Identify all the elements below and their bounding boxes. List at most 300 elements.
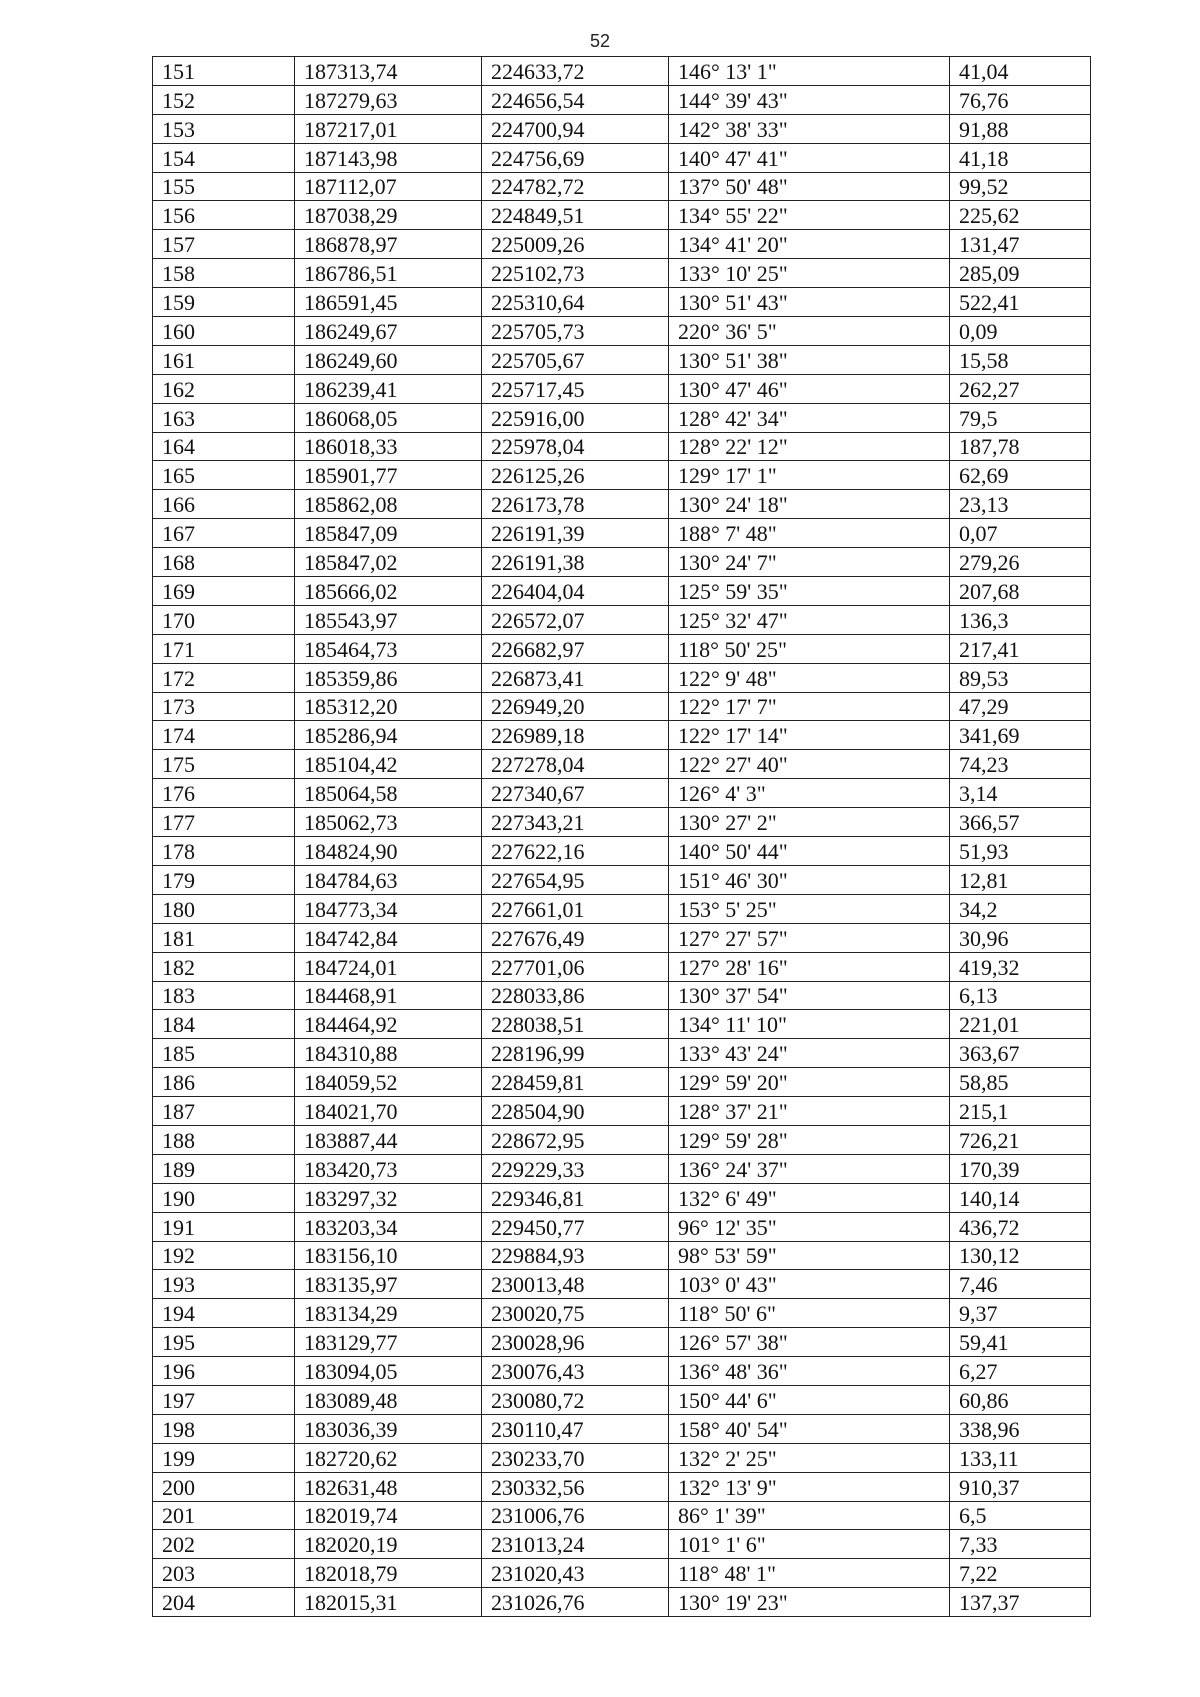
table-row <box>153 894 1091 923</box>
direction-angle-cell: 153° 5' 25" <box>669 894 950 923</box>
y-coordinate-cell: 226404,04 <box>482 577 669 606</box>
direction-angle-cell: 127° 28' 16" <box>669 952 950 981</box>
table-row <box>153 85 1091 114</box>
y-coordinate-cell: 230028,96 <box>482 1328 669 1357</box>
point-number-cell: 154 <box>153 143 295 172</box>
x-coordinate-cell: 183203,34 <box>295 1212 482 1241</box>
x-coordinate-cell: 184021,70 <box>295 1097 482 1126</box>
x-coordinate-cell: 182020,19 <box>295 1530 482 1559</box>
direction-angle-cell: 130° 51' 38" <box>669 345 950 374</box>
length-cell: 99,52 <box>950 172 1091 201</box>
x-coordinate-cell: 185666,02 <box>295 577 482 606</box>
y-coordinate-cell: 226191,39 <box>482 519 669 548</box>
length-cell: 419,32 <box>950 952 1091 981</box>
table-row <box>153 1039 1091 1068</box>
point-number-cell: 175 <box>153 750 295 779</box>
length-cell: 34,2 <box>950 894 1091 923</box>
y-coordinate-cell: 225705,67 <box>482 345 669 374</box>
point-number-cell: 187 <box>153 1097 295 1126</box>
x-coordinate-cell: 184464,92 <box>295 1010 482 1039</box>
y-coordinate-cell: 224756,69 <box>482 143 669 172</box>
x-coordinate-cell: 186068,05 <box>295 403 482 432</box>
point-number-cell: 165 <box>153 461 295 490</box>
direction-angle-cell: 128° 42' 34" <box>669 403 950 432</box>
length-cell: 89,53 <box>950 663 1091 692</box>
x-coordinate-cell: 183089,48 <box>295 1385 482 1414</box>
direction-angle-cell: 151° 46' 30" <box>669 865 950 894</box>
y-coordinate-cell: 228033,86 <box>482 981 669 1010</box>
length-cell: 3,14 <box>950 779 1091 808</box>
point-number-cell: 181 <box>153 923 295 952</box>
y-coordinate-cell: 226873,41 <box>482 663 669 692</box>
direction-angle-cell: 130° 47' 46" <box>669 374 950 403</box>
length-cell: 207,68 <box>950 577 1091 606</box>
x-coordinate-cell: 182631,48 <box>295 1472 482 1501</box>
table-row <box>153 143 1091 172</box>
y-coordinate-cell: 230332,56 <box>482 1472 669 1501</box>
x-coordinate-cell: 184824,90 <box>295 837 482 866</box>
point-number-cell: 177 <box>153 808 295 837</box>
point-number-cell: 204 <box>153 1588 295 1617</box>
length-cell: 341,69 <box>950 721 1091 750</box>
point-number-cell: 159 <box>153 288 295 317</box>
x-coordinate-cell: 183420,73 <box>295 1154 482 1183</box>
length-cell: 76,76 <box>950 85 1091 114</box>
y-coordinate-cell: 229884,93 <box>482 1241 669 1270</box>
direction-angle-cell: 125° 59' 35" <box>669 577 950 606</box>
point-number-cell: 156 <box>153 201 295 230</box>
y-coordinate-cell: 227654,95 <box>482 865 669 894</box>
y-coordinate-cell: 227701,06 <box>482 952 669 981</box>
y-coordinate-cell: 230076,43 <box>482 1357 669 1386</box>
y-coordinate-cell: 230233,70 <box>482 1443 669 1472</box>
y-coordinate-cell: 227278,04 <box>482 750 669 779</box>
table-row <box>153 1010 1091 1039</box>
length-cell: 41,04 <box>950 57 1091 86</box>
y-coordinate-cell: 226572,07 <box>482 605 669 634</box>
x-coordinate-cell: 186786,51 <box>295 259 482 288</box>
point-number-cell: 185 <box>153 1039 295 1068</box>
point-number-cell: 198 <box>153 1414 295 1443</box>
y-coordinate-cell: 231026,76 <box>482 1588 669 1617</box>
table-row <box>153 577 1091 606</box>
y-coordinate-cell: 227676,49 <box>482 923 669 952</box>
point-number-cell: 168 <box>153 548 295 577</box>
direction-angle-cell: 133° 10' 25" <box>669 259 950 288</box>
point-number-cell: 160 <box>153 317 295 346</box>
direction-angle-cell: 136° 24' 37" <box>669 1154 950 1183</box>
length-cell: 0,09 <box>950 317 1091 346</box>
point-number-cell: 202 <box>153 1530 295 1559</box>
direction-angle-cell: 101° 1' 6" <box>669 1530 950 1559</box>
length-cell: 262,27 <box>950 374 1091 403</box>
y-coordinate-cell: 227343,21 <box>482 808 669 837</box>
table-row <box>153 1125 1091 1154</box>
length-cell: 221,01 <box>950 1010 1091 1039</box>
table-row <box>153 663 1091 692</box>
length-cell: 363,67 <box>950 1039 1091 1068</box>
direction-angle-cell: 122° 9' 48" <box>669 663 950 692</box>
length-cell: 136,3 <box>950 605 1091 634</box>
table-row <box>153 1443 1091 1472</box>
length-cell: 62,69 <box>950 461 1091 490</box>
length-cell: 279,26 <box>950 548 1091 577</box>
x-coordinate-cell: 185901,77 <box>295 461 482 490</box>
point-number-cell: 161 <box>153 345 295 374</box>
x-coordinate-cell: 183129,77 <box>295 1328 482 1357</box>
y-coordinate-cell: 226682,97 <box>482 634 669 663</box>
point-number-cell: 189 <box>153 1154 295 1183</box>
direction-angle-cell: 129° 59' 28" <box>669 1125 950 1154</box>
table-row <box>153 201 1091 230</box>
x-coordinate-cell: 186018,33 <box>295 432 482 461</box>
length-cell: 6,5 <box>950 1501 1091 1530</box>
x-coordinate-cell: 184468,91 <box>295 981 482 1010</box>
length-cell: 79,5 <box>950 403 1091 432</box>
length-cell: 217,41 <box>950 634 1091 663</box>
table-row <box>153 403 1091 432</box>
length-cell: 170,39 <box>950 1154 1091 1183</box>
y-coordinate-cell: 226989,18 <box>482 721 669 750</box>
x-coordinate-cell: 182015,31 <box>295 1588 482 1617</box>
length-cell: 47,29 <box>950 692 1091 721</box>
direction-angle-cell: 118° 50' 25" <box>669 634 950 663</box>
y-coordinate-cell: 230080,72 <box>482 1385 669 1414</box>
y-coordinate-cell: 227661,01 <box>482 894 669 923</box>
length-cell: 338,96 <box>950 1414 1091 1443</box>
direction-angle-cell: 132° 13' 9" <box>669 1472 950 1501</box>
point-number-cell: 182 <box>153 952 295 981</box>
y-coordinate-cell: 225978,04 <box>482 432 669 461</box>
direction-angle-cell: 122° 17' 7" <box>669 692 950 721</box>
y-coordinate-cell: 229450,77 <box>482 1212 669 1241</box>
x-coordinate-cell: 182018,79 <box>295 1559 482 1588</box>
point-number-cell: 201 <box>153 1501 295 1530</box>
table-row <box>153 461 1091 490</box>
y-coordinate-cell: 228196,99 <box>482 1039 669 1068</box>
y-coordinate-cell: 230110,47 <box>482 1414 669 1443</box>
direction-angle-cell: 144° 39' 43" <box>669 85 950 114</box>
length-cell: 436,72 <box>950 1212 1091 1241</box>
table-row <box>153 1588 1091 1617</box>
table-row <box>153 345 1091 374</box>
table-row <box>153 634 1091 663</box>
direction-angle-cell: 130° 51' 43" <box>669 288 950 317</box>
direction-angle-cell: 118° 50' 6" <box>669 1299 950 1328</box>
length-cell: 187,78 <box>950 432 1091 461</box>
table-row <box>153 837 1091 866</box>
coordinates-table <box>152 56 1091 1617</box>
x-coordinate-cell: 184784,63 <box>295 865 482 894</box>
length-cell: 6,13 <box>950 981 1091 1010</box>
x-coordinate-cell: 185847,02 <box>295 548 482 577</box>
y-coordinate-cell: 229229,33 <box>482 1154 669 1183</box>
direction-angle-cell: 127° 27' 57" <box>669 923 950 952</box>
direction-angle-cell: 126° 4' 3" <box>669 779 950 808</box>
y-coordinate-cell: 231013,24 <box>482 1530 669 1559</box>
point-number-cell: 162 <box>153 374 295 403</box>
length-cell: 130,12 <box>950 1241 1091 1270</box>
direction-angle-cell: 122° 17' 14" <box>669 721 950 750</box>
length-cell: 60,86 <box>950 1385 1091 1414</box>
length-cell: 12,81 <box>950 865 1091 894</box>
direction-angle-cell: 130° 37' 54" <box>669 981 950 1010</box>
direction-angle-cell: 129° 17' 1" <box>669 461 950 490</box>
direction-angle-cell: 158° 40' 54" <box>669 1414 950 1443</box>
y-coordinate-cell: 227622,16 <box>482 837 669 866</box>
x-coordinate-cell: 185847,09 <box>295 519 482 548</box>
x-coordinate-cell: 185286,94 <box>295 721 482 750</box>
x-coordinate-cell: 184742,84 <box>295 923 482 952</box>
point-number-cell: 184 <box>153 1010 295 1039</box>
direction-angle-cell: 140° 47' 41" <box>669 143 950 172</box>
length-cell: 74,23 <box>950 750 1091 779</box>
table-row <box>153 952 1091 981</box>
x-coordinate-cell: 183297,32 <box>295 1183 482 1212</box>
x-coordinate-cell: 187112,07 <box>295 172 482 201</box>
length-cell: 6,27 <box>950 1357 1091 1386</box>
table-row <box>153 1241 1091 1270</box>
table-row <box>153 1559 1091 1588</box>
point-number-cell: 194 <box>153 1299 295 1328</box>
y-coordinate-cell: 226949,20 <box>482 692 669 721</box>
point-number-cell: 200 <box>153 1472 295 1501</box>
y-coordinate-cell: 228672,95 <box>482 1125 669 1154</box>
length-cell: 7,46 <box>950 1270 1091 1299</box>
point-number-cell: 192 <box>153 1241 295 1270</box>
table-row <box>153 317 1091 346</box>
x-coordinate-cell: 183094,05 <box>295 1357 482 1386</box>
point-number-cell: 186 <box>153 1068 295 1097</box>
direction-angle-cell: 128° 22' 12" <box>669 432 950 461</box>
table-row <box>153 432 1091 461</box>
table-row <box>153 1270 1091 1299</box>
x-coordinate-cell: 185359,86 <box>295 663 482 692</box>
length-cell: 41,18 <box>950 143 1091 172</box>
table-row <box>153 779 1091 808</box>
y-coordinate-cell: 226125,26 <box>482 461 669 490</box>
point-number-cell: 199 <box>153 1443 295 1472</box>
x-coordinate-cell: 183036,39 <box>295 1414 482 1443</box>
direction-angle-cell: 150° 44' 6" <box>669 1385 950 1414</box>
y-coordinate-cell: 228038,51 <box>482 1010 669 1039</box>
length-cell: 59,41 <box>950 1328 1091 1357</box>
point-number-cell: 179 <box>153 865 295 894</box>
direction-angle-cell: 220° 36' 5" <box>669 317 950 346</box>
y-coordinate-cell: 224782,72 <box>482 172 669 201</box>
point-number-cell: 152 <box>153 85 295 114</box>
direction-angle-cell: 130° 19' 23" <box>669 1588 950 1617</box>
direction-angle-cell: 142° 38' 33" <box>669 114 950 143</box>
length-cell: 910,37 <box>950 1472 1091 1501</box>
x-coordinate-cell: 185312,20 <box>295 692 482 721</box>
length-cell: 137,37 <box>950 1588 1091 1617</box>
x-coordinate-cell: 183156,10 <box>295 1241 482 1270</box>
point-number-cell: 164 <box>153 432 295 461</box>
y-coordinate-cell: 226173,78 <box>482 490 669 519</box>
length-cell: 726,21 <box>950 1125 1091 1154</box>
x-coordinate-cell: 182019,74 <box>295 1501 482 1530</box>
y-coordinate-cell: 224700,94 <box>482 114 669 143</box>
point-number-cell: 188 <box>153 1125 295 1154</box>
length-cell: 133,11 <box>950 1443 1091 1472</box>
length-cell: 9,37 <box>950 1299 1091 1328</box>
y-coordinate-cell: 225102,73 <box>482 259 669 288</box>
y-coordinate-cell: 228459,81 <box>482 1068 669 1097</box>
table-row <box>153 1414 1091 1443</box>
point-number-cell: 172 <box>153 663 295 692</box>
x-coordinate-cell: 187038,29 <box>295 201 482 230</box>
y-coordinate-cell: 224849,51 <box>482 201 669 230</box>
direction-angle-cell: 96° 12' 35" <box>669 1212 950 1241</box>
point-number-cell: 170 <box>153 605 295 634</box>
length-cell: 51,93 <box>950 837 1091 866</box>
x-coordinate-cell: 186249,60 <box>295 345 482 374</box>
point-number-cell: 163 <box>153 403 295 432</box>
table-row <box>153 259 1091 288</box>
x-coordinate-cell: 186878,97 <box>295 230 482 259</box>
table-row <box>153 172 1091 201</box>
direction-angle-cell: 188° 7' 48" <box>669 519 950 548</box>
point-number-cell: 166 <box>153 490 295 519</box>
x-coordinate-cell: 187217,01 <box>295 114 482 143</box>
table-row <box>153 865 1091 894</box>
point-number-cell: 169 <box>153 577 295 606</box>
table-row <box>153 750 1091 779</box>
table-row <box>153 1357 1091 1386</box>
point-number-cell: 157 <box>153 230 295 259</box>
direction-angle-cell: 140° 50' 44" <box>669 837 950 866</box>
table-row <box>153 230 1091 259</box>
y-coordinate-cell: 225717,45 <box>482 374 669 403</box>
y-coordinate-cell: 229346,81 <box>482 1183 669 1212</box>
x-coordinate-cell: 182720,62 <box>295 1443 482 1472</box>
y-coordinate-cell: 225916,00 <box>482 403 669 432</box>
direction-angle-cell: 122° 27' 40" <box>669 750 950 779</box>
table-row <box>153 1472 1091 1501</box>
y-coordinate-cell: 225310,64 <box>482 288 669 317</box>
table-row <box>153 548 1091 577</box>
length-cell: 215,1 <box>950 1097 1091 1126</box>
y-coordinate-cell: 230013,48 <box>482 1270 669 1299</box>
x-coordinate-cell: 185104,42 <box>295 750 482 779</box>
table-row <box>153 1068 1091 1097</box>
length-cell: 285,09 <box>950 259 1091 288</box>
table-row <box>153 519 1091 548</box>
table-row <box>153 721 1091 750</box>
point-number-cell: 195 <box>153 1328 295 1357</box>
direction-angle-cell: 134° 55' 22" <box>669 201 950 230</box>
point-number-cell: 203 <box>153 1559 295 1588</box>
direction-angle-cell: 137° 50' 48" <box>669 172 950 201</box>
point-number-cell: 151 <box>153 57 295 86</box>
direction-angle-cell: 98° 53' 59" <box>669 1241 950 1270</box>
y-coordinate-cell: 231020,43 <box>482 1559 669 1588</box>
x-coordinate-cell: 185064,58 <box>295 779 482 808</box>
point-number-cell: 178 <box>153 837 295 866</box>
table-row <box>153 490 1091 519</box>
point-number-cell: 183 <box>153 981 295 1010</box>
table-row <box>153 1183 1091 1212</box>
x-coordinate-cell: 185862,08 <box>295 490 482 519</box>
point-number-cell: 197 <box>153 1385 295 1414</box>
x-coordinate-cell: 184059,52 <box>295 1068 482 1097</box>
direction-angle-cell: 130° 24' 7" <box>669 548 950 577</box>
length-cell: 91,88 <box>950 114 1091 143</box>
table-row <box>153 1501 1091 1530</box>
point-number-cell: 173 <box>153 692 295 721</box>
length-cell: 140,14 <box>950 1183 1091 1212</box>
point-number-cell: 174 <box>153 721 295 750</box>
table-row <box>153 1097 1091 1126</box>
direction-angle-cell: 132° 2' 25" <box>669 1443 950 1472</box>
x-coordinate-cell: 183887,44 <box>295 1125 482 1154</box>
direction-angle-cell: 86° 1' 39" <box>669 1501 950 1530</box>
table-row <box>153 1328 1091 1357</box>
x-coordinate-cell: 185464,73 <box>295 634 482 663</box>
table-row <box>153 981 1091 1010</box>
length-cell: 0,07 <box>950 519 1091 548</box>
table-row <box>153 1530 1091 1559</box>
y-coordinate-cell: 226191,38 <box>482 548 669 577</box>
point-number-cell: 153 <box>153 114 295 143</box>
point-number-cell: 191 <box>153 1212 295 1241</box>
length-cell: 522,41 <box>950 288 1091 317</box>
x-coordinate-cell: 186591,45 <box>295 288 482 317</box>
direction-angle-cell: 134° 41' 20" <box>669 230 950 259</box>
point-number-cell: 190 <box>153 1183 295 1212</box>
table-row <box>153 808 1091 837</box>
table-row <box>153 692 1091 721</box>
x-coordinate-cell: 184773,34 <box>295 894 482 923</box>
y-coordinate-cell: 230020,75 <box>482 1299 669 1328</box>
length-cell: 7,33 <box>950 1530 1091 1559</box>
point-number-cell: 158 <box>153 259 295 288</box>
direction-angle-cell: 130° 24' 18" <box>669 490 950 519</box>
length-cell: 30,96 <box>950 923 1091 952</box>
table-row <box>153 1212 1091 1241</box>
direction-angle-cell: 118° 48' 1" <box>669 1559 950 1588</box>
coordinates-table-body <box>153 57 1091 1617</box>
x-coordinate-cell: 184724,01 <box>295 952 482 981</box>
y-coordinate-cell: 231006,76 <box>482 1501 669 1530</box>
y-coordinate-cell: 225705,73 <box>482 317 669 346</box>
length-cell: 7,22 <box>950 1559 1091 1588</box>
table-row <box>153 923 1091 952</box>
point-number-cell: 176 <box>153 779 295 808</box>
point-number-cell: 155 <box>153 172 295 201</box>
table-row <box>153 1385 1091 1414</box>
point-number-cell: 167 <box>153 519 295 548</box>
x-coordinate-cell: 184310,88 <box>295 1039 482 1068</box>
point-number-cell: 196 <box>153 1357 295 1386</box>
direction-angle-cell: 129° 59' 20" <box>669 1068 950 1097</box>
direction-angle-cell: 133° 43' 24" <box>669 1039 950 1068</box>
y-coordinate-cell: 224633,72 <box>482 57 669 86</box>
direction-angle-cell: 125° 32' 47" <box>669 605 950 634</box>
length-cell: 225,62 <box>950 201 1091 230</box>
table-row <box>153 374 1091 403</box>
y-coordinate-cell: 228504,90 <box>482 1097 669 1126</box>
length-cell: 131,47 <box>950 230 1091 259</box>
table-row <box>153 288 1091 317</box>
y-coordinate-cell: 227340,67 <box>482 779 669 808</box>
direction-angle-cell: 134° 11' 10" <box>669 1010 950 1039</box>
x-coordinate-cell: 185543,97 <box>295 605 482 634</box>
page-number: 52 <box>589 31 611 51</box>
direction-angle-cell: 132° 6' 49" <box>669 1183 950 1212</box>
direction-angle-cell: 128° 37' 21" <box>669 1097 950 1126</box>
